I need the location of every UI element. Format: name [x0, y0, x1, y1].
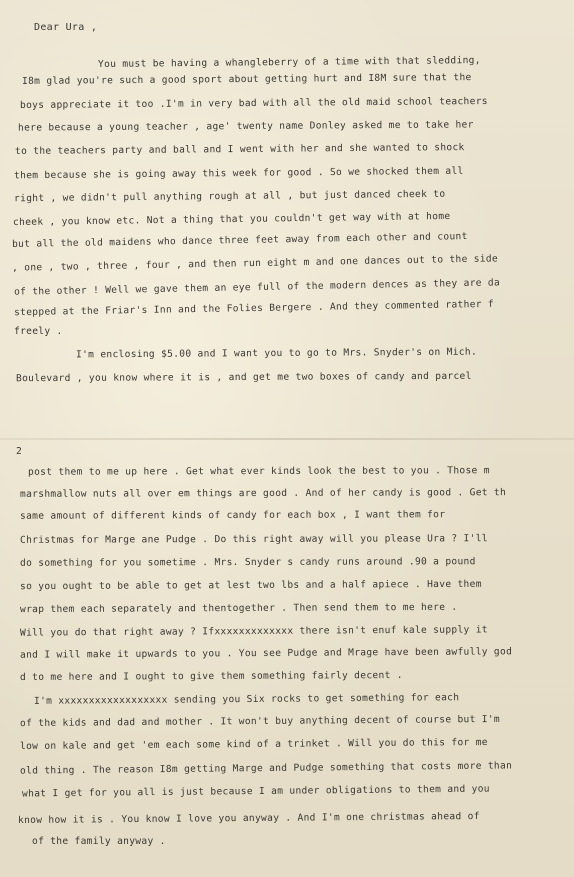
- letter-line: them because she is going away this week for good . So we shocked them all: [13, 165, 464, 182]
- letter-line: d to me here and I ought to give them something fairly decent .: [19, 669, 403, 684]
- letter-line: right , we didn't pull anything rough at all , but just danced cheek to: [13, 188, 446, 205]
- page-number: 2: [16, 446, 23, 457]
- letter-line: I8m glad you're such a good sport about getting hurt and I8M sure that the: [21, 72, 472, 87]
- letter-line: stepped at the Friar's Inn and the Folies Bergere . And they commented rather f: [13, 298, 495, 319]
- letter-line: low on kale and get 'em each some kind of a trinket . Will you do this for me: [19, 736, 488, 753]
- letter-line: but all the old maidens who dance three feet away from each other and count: [11, 231, 468, 250]
- letter-line: cheek , you know etc. Not a thing that you couldn't get way with at home: [12, 210, 451, 229]
- letter-line: what I get for you all is just because I am under obligations to them and you: [21, 783, 490, 800]
- letter-line: so you ought to be able to get at lest two lbs and a half apiece . Have them: [19, 578, 482, 593]
- letter-line: know how it is . You know I love you anyway . And I'm one christmas ahead of: [17, 810, 480, 827]
- letter-line: Boulevard , you know where it is , and get me two boxes of candy and parcel: [15, 370, 472, 385]
- letter-line: and I will make it upwards to you . You see Pudge and Mrage have been awfully god: [19, 646, 513, 661]
- letter-line: freely .: [14, 326, 63, 337]
- salutation: Dear Ura ,: [34, 22, 98, 33]
- letter-line: I'm enclosing $5.00 and I want you to go to Mrs. Snyder's on Mich.: [75, 346, 478, 361]
- letter-line: Christmas for Marge ane Pudge . Do this right away will you please Ura ? I'll: [19, 533, 488, 546]
- letter-line: of the kids and dad and mother . It won't buy anything decent of course but I'm: [19, 713, 501, 730]
- letter-line: of the family anyway .: [32, 836, 166, 847]
- letter-line: boys appreciate it too .I'm in very bad with all the old maid school teachers: [19, 95, 488, 112]
- letter-line: , one , two , three , four , and then run eight m and one dances out to the side: [11, 253, 499, 274]
- letter-line: I'm xxxxxxxxxxxxxxxxxx sending you Six rocks to get something for each: [33, 692, 460, 707]
- letter-line: do something for you sometime . Mrs. Snyder s candy runs around .90 a pound: [19, 556, 476, 569]
- letter-line: post them to me up here . Get what ever kinds look the best to you . Those m: [27, 465, 490, 478]
- letter-line: wrap them each separately and thentogether . Then send them to me here .: [19, 601, 458, 616]
- letter-line: marshmallow nuts all over em things are good . And of her candy is good . Get th: [19, 487, 507, 500]
- letter-line: here because a young teacher , age' twenty name Donley asked me to take her: [17, 119, 474, 134]
- letter-line: Will you do that right away ? Ifxxxxxxxxxxxxx there isn't enuf kale supply it: [19, 624, 488, 639]
- letter-line: of the other ! Well we gave them an eye full of the modern dences as they are da: [13, 277, 501, 298]
- letter-line: You must be having a whangleberry of a time with that sledding,: [97, 54, 481, 71]
- letter-line: same amount of different kinds of candy for each box , I want them for: [19, 509, 446, 522]
- letter-line: old thing . The reason I8m getting Marge and Pudge something that costs more than: [19, 760, 513, 777]
- paper-fold: [0, 438, 574, 440]
- letter-line: to the teachers party and ball and I went with her and she wanted to shock: [14, 142, 465, 157]
